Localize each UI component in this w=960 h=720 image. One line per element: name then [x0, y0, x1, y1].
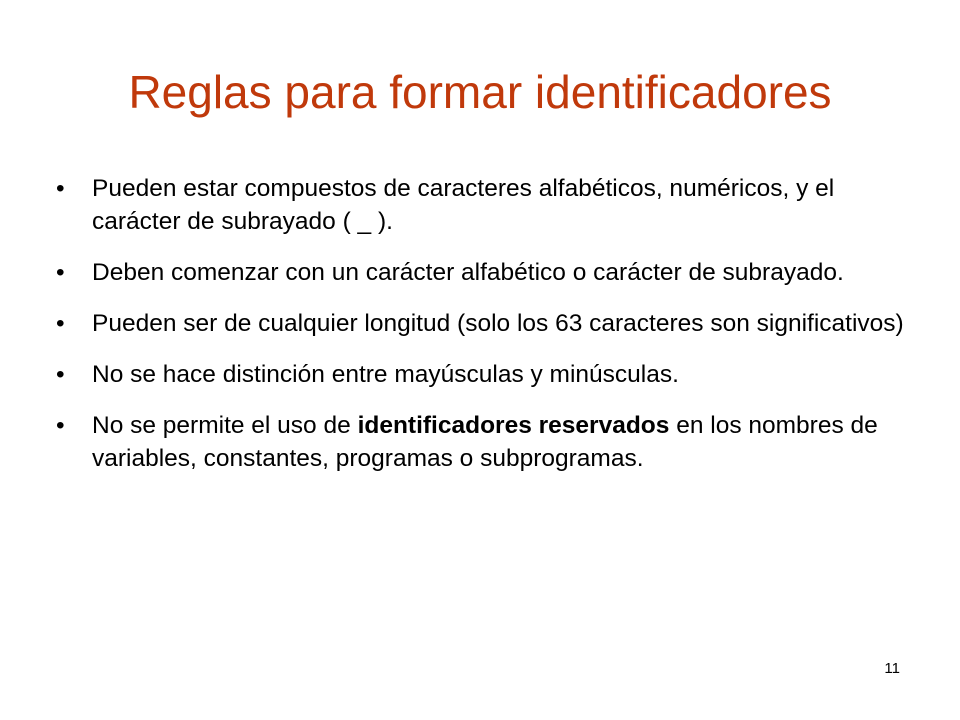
bullet-text-after: en los nombres de variables, constantes, programas o subprogramas. [92, 412, 878, 472]
bullet-marker: • [56, 310, 65, 337]
bullet-item [56, 172, 916, 238]
bullet-marker: • [56, 361, 65, 388]
bullet-text-before: No se permite el uso de [92, 412, 358, 439]
bullet-item [56, 409, 916, 475]
bullet-list [56, 172, 916, 493]
bullet-item [56, 358, 916, 391]
bullet-item [56, 307, 916, 340]
bullet-marker: • [56, 259, 65, 286]
bullet-text: Pueden estar compuestos de caracteres alfabéticos, numéricos, y el carácter de subrayado ( _ ). [92, 175, 835, 235]
bullet-text: No se hace distinción entre mayúsculas y minúsculas. [92, 361, 679, 388]
page-number: 11 [884, 660, 900, 677]
bullet-marker: • [56, 175, 65, 202]
bullet-text: Deben comenzar con un carácter alfabético o carácter de subrayado. [92, 259, 844, 286]
bullet-item [56, 256, 916, 289]
bullet-marker: • [56, 412, 65, 439]
slide-title: Reglas para formar identificadores [128, 66, 832, 118]
bullet-text: Pueden ser de cualquier longitud (solo los 63 caracteres son significativos) [92, 310, 904, 337]
bullet-text [92, 412, 878, 472]
bullet-text-bold: identificadores reservados [357, 412, 670, 439]
